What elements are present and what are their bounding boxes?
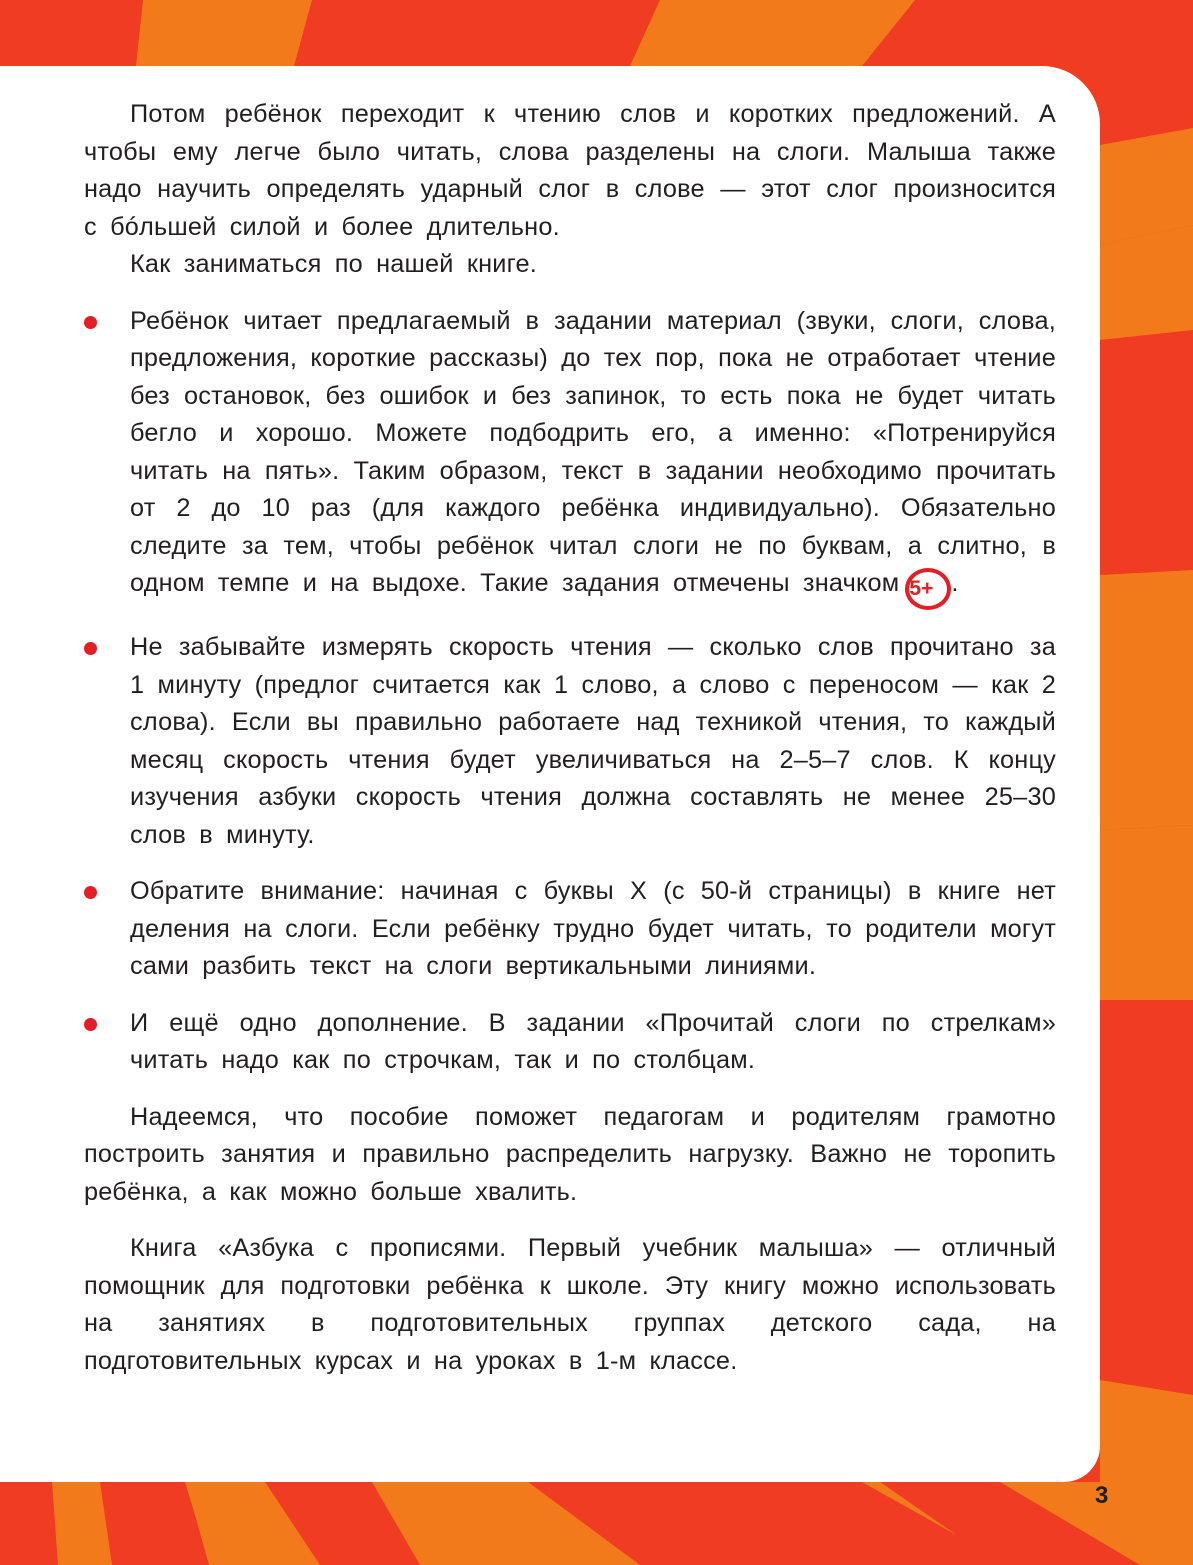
page-text: [84, 96, 1056, 1380]
bullet-dot-icon: [84, 642, 97, 655]
bullet-text: Не забывайте измерять скорость чтения — сколько слов прочитано за 1 минуту (предлог считается как 1 слово, а слово с переносом — как 2 слова). Если вы правильно работаете над техникой чтения, то каждый месяц скорость чтения будет увеличиваться на 2–5–7 слов. К концу изучения азбуки скорость чтения должна составлять не менее 25–30 слов в минуту.: [130, 633, 1056, 849]
bullet-text: Обратите внимание: начиная с буквы Х (с 50-й страницы) в книге нет деления на слоги. Если ребёнку трудно будет читать, то родители могут сами разбить текст на слоги вертикальными линиями.: [130, 877, 1056, 980]
bullet-text: Ребёнок читает предлагаемый в задании материал (звуки, слоги, слова, предложения, короткие рассказы) до тех пор, пока не отработает чтение без остановок, без ошибок и без запинок, то есть пока не будет читать бегло и хорошо. Можете подбодрить его, а именно: «Потренируйся читать на пять». Таким образом, текст в задании необходимо прочитать от 2 до 10 раз (для каждого ребёнка индивидуально). Обязательно следите за тем, чтобы ребёнок читал слоги не по буквам, а слитно, в одном темпе и на выдохе. Такие задания отмечены значком: [130, 306, 1056, 597]
bullet-dot-icon: [84, 1018, 97, 1031]
bullet-dot-icon: [84, 886, 97, 899]
age-5-plus-badge-icon: 5+: [905, 568, 951, 610]
how-to-heading: Как заниматься по нашей книге.: [130, 250, 538, 278]
intro-paragraph: Потом ребёнок переходит к чтению слов и коротких предложений. А чтобы ему легче было читать, слова разделены на слоги. Малыша также надо научить определять ударный слог в слове — этот слог произносится с бóльшей силой и более длительно.: [84, 100, 1056, 241]
bullet-text-end: .: [951, 569, 959, 597]
bullet-item: [84, 1005, 1056, 1080]
bullet-item: [84, 629, 1056, 854]
bullet-item: [84, 303, 1056, 611]
bullet-dot-icon: [84, 316, 97, 329]
bullet-text: И ещё одно дополнение. В задании «Прочитай слоги по стрелкам» читать надо как по строчкам, так и по столбцам.: [130, 1008, 1056, 1074]
closing-paragraph: Книга «Азбука с прописями. Первый учебник малыша» — отличный помощник для подготовки ребёнка к школе. Эту книгу можно использовать на занятиях в подготовительных группах детского сада, на подготовительных курсах и на уроках в 1-м классе.: [84, 1234, 1056, 1375]
closing-paragraph: Надеемся, что пособие поможет педагогам и родителям грамотно построить занятия и правильно распределить нагрузку. Важно не торопить ребёнка, а как можно больше хвалить.: [84, 1102, 1056, 1206]
bullet-item: [84, 873, 1056, 986]
page-number: 3: [1095, 1482, 1109, 1509]
